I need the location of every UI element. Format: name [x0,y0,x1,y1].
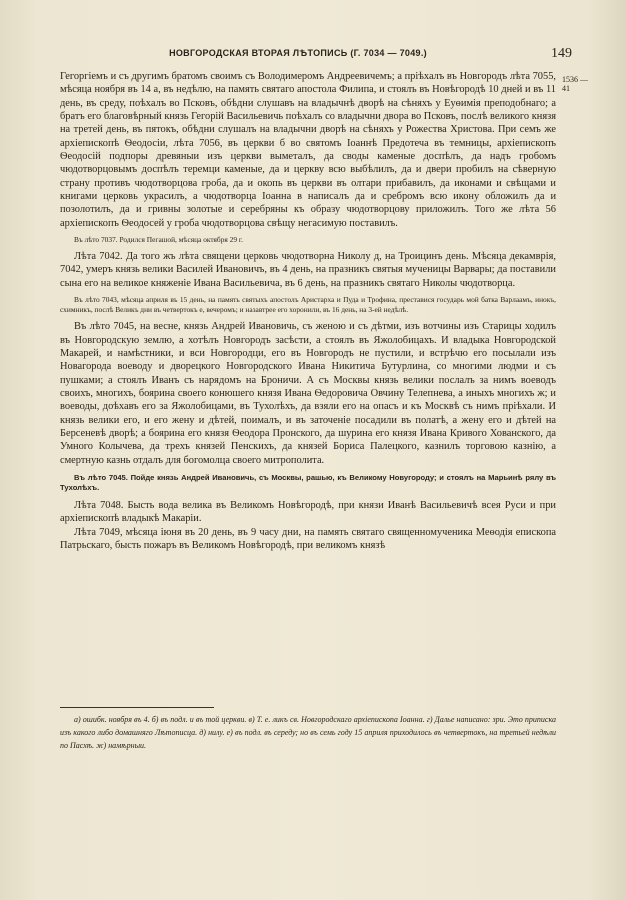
margin-year-note: 1536 —41 [562,75,588,93]
paragraph-7049: Лѣта 7049, мѣсяца iюня въ 20 день, въ 9 часу дни, на память святаго священномученика Меѳодiя епископа Патрьскаго, бысть пожаръ въ Великомъ Новѣгородѣ, при великомъ князѣ [60,526,556,551]
small-note-7037: Въ лѣто 7037. Родился Пегашой, мѣсяца октября 29 г. [74,235,243,245]
running-head: НОВГОРОДСКАЯ ВТОРАЯ ЛѢТОПИСЬ (Г. 7034 — 7049.) [169,48,427,58]
paragraph-1: Гегоргiемъ и съ другимъ братомъ своимъ съ Володимеромъ Андреевичемъ; а прiѣхалъ въ Новгородъ лѣта 7055, мѣсяца ноября въ 14 а, въ недѣлю, на память святаго апостола Филипа, и стоялъ въ Новѣгородѣ 10 дней и въ 11 день, въ среду, поѣхалъ во Псковъ, обѣдни слушавъ на владычнѣ дворѣ на сѣняхъ у Еуѳимiя преподобнаго; а братъ его благовѣрный князь Гегорiй Васильевичь поѣхалъ со владычни двора во Псковъ, послѣ великого князя на третей день, въ пятокъ, обѣдни слушалъ на владычни дворѣ на сѣняхъ у Рожества Христова. При семъ же архiепископѣ Ѳеодосiи, лѣта 7056, въ церкви б во святомъ Iоаннѣ Предотеча въ темницы, архiепископъ Ѳеодосiй подпоры древяныи изъ церкви выметалъ, да своды каменые доспѣлъ, да надъ гробомъ чюдотворцовымъ доспѣлъ теремци каменые, да и церкву всю выбѣлилъ, да и двери пробилъ на сѣверную страну противъ чюдотворцова гроба, да и окопь въ церкви въ олтари прибавилъ, да иконами и свѣщами и книгами церковь украсилъ, а чюдотворца Iоанна в написалъ да и сребромъ всю икону обложилъ да и позолотилъ, да и гривны золотые и серебряны къ образу чюдотворцову приложилъ. Того же лѣта 56 архiепископъ Ѳеодосей у гроба чюдотворцова свѣщу негасимую поставилъ. [60,71,556,229]
paragraph-7048: Лѣта 7048. Бысть вода велика въ Великомъ Новѣгородѣ, при князи Иванѣ Васильевичѣ всея Руси и при архiепископѣ владыкѣ Макарiи. [60,499,556,525]
page-number: 149 [551,46,572,61]
paragraph-7045: Въ лѣто 7045, на весне, князь Андрей Ивановичь, съ женою и съ дѣтми, изъ вотчины изъ Старицы ходилъ въ Новгородскую землю, а хотѣлъ Новгородъ засѣсти, а стоялъ въ Яжолобицахъ. И владыка Новгородской Макарей, и намѣстники, и вси Новгородци, его въ Новгородъ не пустили, и встрѣчю его посылали изъ Новагорода воеводу и дворецкого Новгородского Ивана Никитича Бутурлина, со многими людми и съ пушками; а стоялъ Иванъ съ нарядомъ на Броничи. А съ Москвы князь велики послалъ за нимъ воеводъ своихъ, многихъ, боярина своего конюшего князя Ивана Ѳедоровича Овчину Телепнева, а иныхъ многихъ ж; и воеводы, доѣхавъ его за Яжолобицами, въ Тухолѣхъ, да взяли его на опасъ и къ Москвѣ съ нимъ прiѣхали. И князь велики его, и его жену и дѣтей, поималъ, и въ заточенiе посадили въ полатѣ, а жену его и дѣтей на Берсеневѣ дворѣ; а боярина его князя Ѳеодора Пронского, да шурина его князя Ивана Кривого Хованского, да Умного Колычева, да трехъ князей Пенскихъ, да князей Бориса Палецкого, казнилъ торговою казнiю, а смертную казнь отдалъ для богомолца своего митрополита. [60,321,556,466]
footnote-divider [60,707,214,708]
paragraph-7042: Лѣта 7042. Да того жъ лѣта священи церковь чюдотворна Николу д, на Троицинъ день. Мѣсяца декамврiя, 7042, умеръ князь велики Василей Ивановичъ, въ 4 день, на празникъ святыя мученицы Варвары; да поставили сына его на великое княженiе Ивана Васильевича, въ 6 день, на празникъ святаго Николы чюдотворца. [60,251,556,289]
bold-note-7045: Въ лѣто 7045. Пойде князь Андрей Ивановичь, съ Москвы, рашью, къ Великому Новугороду; и стоялъ на Марьинѣ рялу въ Тухолѣхъ. [60,472,556,492]
chronicle-text [60,70,556,552]
footnotes: а) ошибк. ноября въ 4. б) въ подл. и въ той церкви. в) Т. е. ликъ св. Новгородскаго архiепископа Iоанна. г) Далье написано: зри. Это приписка изъ какого либо домашняго Лѣтописца. д) нилу. е) въ подл. въ середу; но въ семь году 15 априля приходилось въ четвертокъ, на третьей недѣли по Пасхѣ. ж) намѣрныи. [60,715,556,750]
small-note-7043: Въ лѣто 7043, мѣсяца априля въ 15 день, на память святыхъ апостолъ Аристарха и Пуда и Трофина, преставися государь мой батка Варлаамъ, инокъ, схимникъ, послѣ Великъ дни въ четвертокъ е, вечеромъ; и назавтрее его хоронили, въ 16 день, на 3-ей недѣлѣ. [60,295,556,315]
page-header [0,48,626,64]
